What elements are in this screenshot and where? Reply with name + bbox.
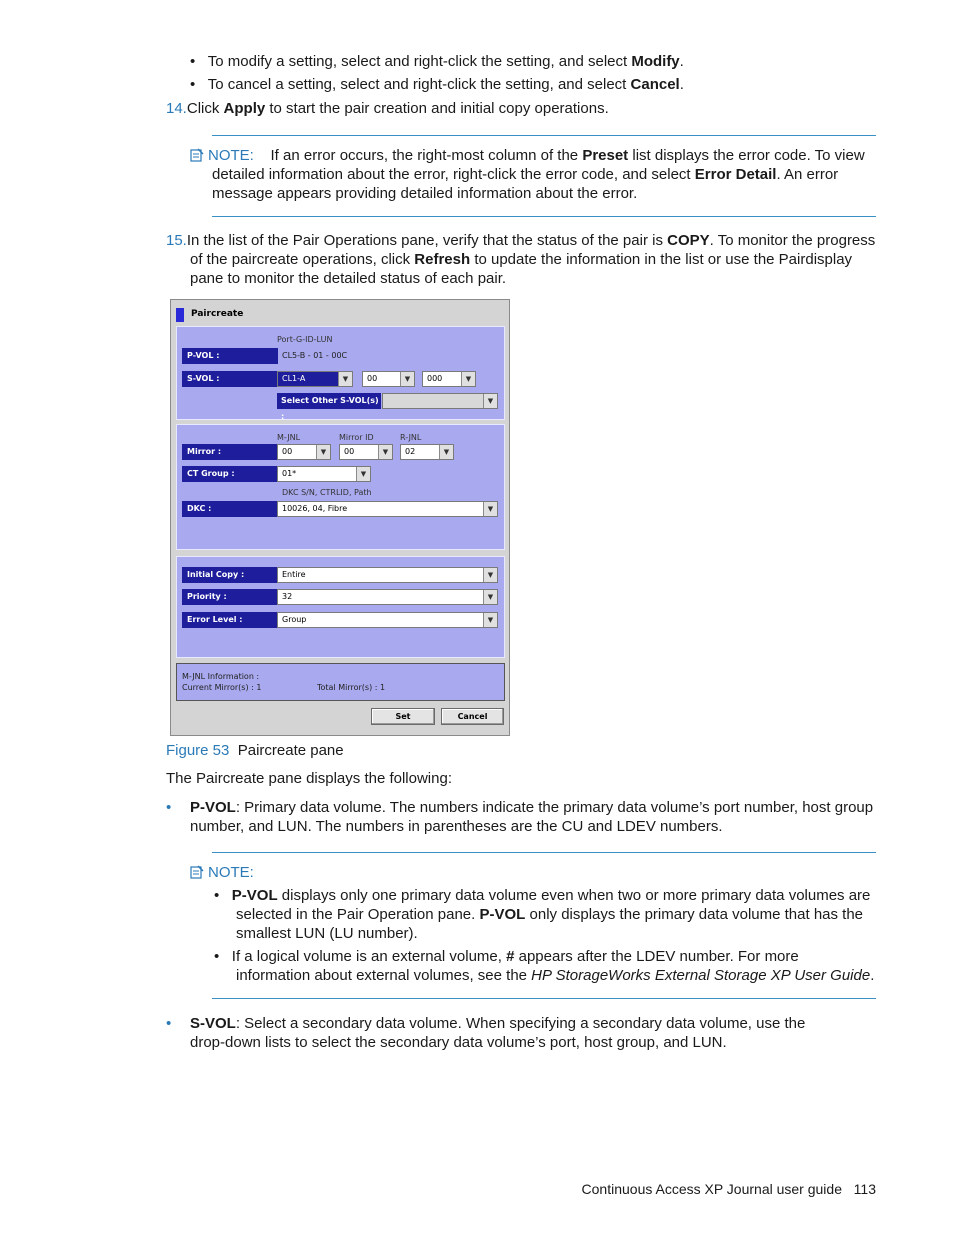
text: : Primary data volume. The numbers indicate the primary data volume’s port number, host group [235, 799, 874, 816]
chevron-down-icon: ▼ [356, 467, 370, 481]
text: smallest LUN (LU number). [236, 925, 418, 942]
mirror-id-dropdown[interactable] [339, 444, 393, 460]
chevron-down-icon: ▼ [483, 590, 497, 604]
text: list displays the error code. To view [628, 147, 865, 164]
step-number: 15. [166, 232, 187, 249]
chevron-down-icon: ▼ [439, 445, 453, 459]
chevron-down-icon: ▼ [400, 372, 414, 386]
bullet-dot: • [166, 1015, 172, 1032]
divider [212, 135, 876, 136]
step-14 [166, 99, 609, 118]
text: displays only one primary data volume even when two or more primary data volumes are [277, 887, 871, 904]
figure-caption [166, 741, 344, 760]
chevron-down-icon: ▼ [338, 372, 352, 386]
paircreate-pane [170, 299, 510, 736]
pvol-label: P-VOL : [182, 348, 278, 364]
chevron-down-icon: ▼ [483, 394, 497, 408]
svol-port-dropdown[interactable] [277, 371, 353, 387]
chevron-down-icon: ▼ [483, 613, 497, 627]
dkc-dropdown[interactable] [277, 501, 498, 517]
chevron-down-icon: ▼ [483, 568, 497, 582]
footer-title: Continuous Access XP Journal user guide [581, 1181, 842, 1197]
error-level-dropdown[interactable] [277, 612, 498, 628]
page-number: 113 [853, 1181, 876, 1197]
figure-number: Figure 53 [166, 742, 230, 759]
copy-options-panel [176, 556, 505, 658]
mjnl-info-panel [176, 663, 505, 701]
bullet-dot: • [214, 948, 220, 965]
step-number: 14. [166, 100, 187, 117]
selected-value: 00 [282, 447, 293, 456]
title-marker [176, 308, 184, 322]
chevron-down-icon: ▼ [378, 445, 392, 459]
pane-title: Paircreate [191, 309, 244, 319]
selected-value: Group [282, 615, 307, 624]
chevron-down-icon: ▼ [316, 445, 330, 459]
svol-item [166, 1014, 886, 1052]
selected-value: 32 [282, 592, 293, 601]
note-1 [190, 146, 880, 203]
bold-term: Error Detail [694, 166, 777, 183]
bold-term: P-VOL [479, 906, 526, 923]
initial-copy-label: Initial Copy : [182, 567, 278, 583]
bold-term: Preset [582, 147, 629, 164]
selected-value: 00 [344, 447, 355, 456]
selected-value: 10026, 04, Fibre [282, 504, 348, 513]
bullet-dot: • [214, 887, 220, 904]
book-title: HP StorageWorks External Storage XP User Guide [531, 967, 871, 984]
note-label: NOTE: [208, 864, 254, 881]
divider [212, 998, 876, 999]
rjnl-dropdown[interactable] [400, 444, 454, 460]
mirror-id-header: Mirror ID [339, 433, 374, 442]
bold-term: Modify [631, 53, 680, 70]
text: To modify a setting, select and right-click the setting, and select [207, 53, 632, 70]
bold-term: P-VOL [231, 887, 278, 904]
text: message appears providing detailed information about the error. [212, 185, 638, 202]
text: to start the pair creation and initial copy operations. [265, 100, 609, 117]
text: . [679, 53, 684, 70]
text: In the list of the Pair Operations pane, verify that the status of the pair is [186, 232, 668, 249]
divider [212, 852, 876, 853]
mjnl-header: M-JNL [277, 433, 301, 442]
select-other-svol-button[interactable]: Select Other S-VOL(s) : [277, 393, 381, 409]
text: information about external volumes, see the [236, 967, 532, 984]
dkc-header: DKC S/N, CTRLID, Path [282, 488, 372, 497]
info-heading: M-JNL Information : [182, 672, 260, 681]
note-icon [190, 865, 204, 879]
priority-dropdown[interactable] [277, 589, 498, 605]
intro-text: The Paircreate pane displays the following: [166, 770, 452, 787]
text: only displays the primary data volume that has the [525, 906, 864, 923]
other-svol-dropdown[interactable] [382, 393, 498, 409]
text: pane to monitor the detailed status of each pair. [190, 270, 507, 287]
bold-term: Cancel [630, 76, 680, 93]
text: . To monitor the progress [709, 232, 876, 249]
text: . [870, 967, 875, 984]
text: Click [186, 100, 224, 117]
caption-text: Paircreate pane [237, 742, 344, 759]
chevron-down-icon: ▼ [461, 372, 475, 386]
text: drop-down lists to select the secondary data volume’s port, host group, and LUN. [190, 1034, 727, 1051]
page-footer [582, 1180, 876, 1199]
bullet-cancel [190, 75, 684, 94]
step-15 [166, 231, 886, 288]
note-icon [190, 148, 204, 162]
mjnl-dropdown[interactable] [277, 444, 331, 460]
divider [212, 216, 876, 217]
text: To cancel a setting, select and right-click the setting, and select [207, 76, 631, 93]
priority-label: Priority : [182, 589, 278, 605]
rjnl-header: R-JNL [400, 433, 422, 442]
total-mirrors: Total Mirror(s) : 1 [317, 683, 386, 692]
selected-value: 00 [367, 374, 378, 383]
ct-group-dropdown[interactable] [277, 466, 371, 482]
selected-value: 01* [282, 469, 297, 478]
bold-term: Apply [223, 100, 266, 117]
note-2 [190, 863, 890, 985]
current-mirrors: Current Mirror(s) : 1 [182, 683, 262, 692]
journal-panel [176, 424, 505, 550]
error-level-label: Error Level : [182, 612, 278, 628]
svol-lun-dropdown[interactable] [422, 371, 476, 387]
text: of the paircreate operations, click [190, 251, 415, 268]
text: . [679, 76, 684, 93]
bullet-dot: • [190, 53, 196, 70]
text: appears after the LDEV number. For more [514, 948, 799, 965]
selected-value: 02 [405, 447, 416, 456]
bold-term: Refresh [414, 251, 471, 268]
note-label: NOTE: [208, 147, 254, 164]
bullet-modify [190, 52, 684, 71]
bullet-dot: • [166, 799, 172, 816]
bold-term: COPY [667, 232, 710, 249]
dkc-label: DKC : [182, 501, 278, 517]
cancel-button[interactable]: Cancel [441, 708, 504, 725]
bold-term: S-VOL [190, 1015, 236, 1032]
port-header: Port-G-ID-LUN [277, 335, 333, 344]
pvol-item [166, 798, 886, 836]
mirror-label: Mirror : [182, 444, 278, 460]
set-button[interactable]: Set [371, 708, 435, 725]
selected-value: CL1-A [282, 374, 306, 383]
initial-copy-dropdown[interactable] [277, 567, 498, 583]
text: If an error occurs, the right-most column of the [270, 147, 583, 164]
text: . An error [776, 166, 839, 183]
text: selected in the Pair Operation pane. [236, 906, 480, 923]
bold-term: # [506, 948, 515, 965]
text: If a logical volume is an external volume, [231, 948, 507, 965]
text: number, and LUN. The numbers in parentheses are the CU and LDEV numbers. [190, 818, 723, 835]
bullet-dot: • [190, 76, 196, 93]
bold-term: P-VOL [190, 799, 236, 816]
ct-group-label: CT Group : [182, 466, 278, 482]
volume-panel [176, 326, 505, 420]
svol-label: S-VOL : [182, 371, 278, 387]
svol-gid-dropdown[interactable] [362, 371, 415, 387]
selected-value: Entire [282, 570, 306, 579]
text: to update the information in the list or use the Pairdisplay [470, 251, 853, 268]
text: : Select a secondary data volume. When specifying a secondary data volume, use the [235, 1015, 806, 1032]
pvol-value: CL5-B - 01 - 00C [282, 351, 348, 360]
text: detailed information about the error, right-click the error code, and select [212, 166, 695, 183]
selected-value: 000 [427, 374, 443, 383]
chevron-down-icon: ▼ [483, 502, 497, 516]
